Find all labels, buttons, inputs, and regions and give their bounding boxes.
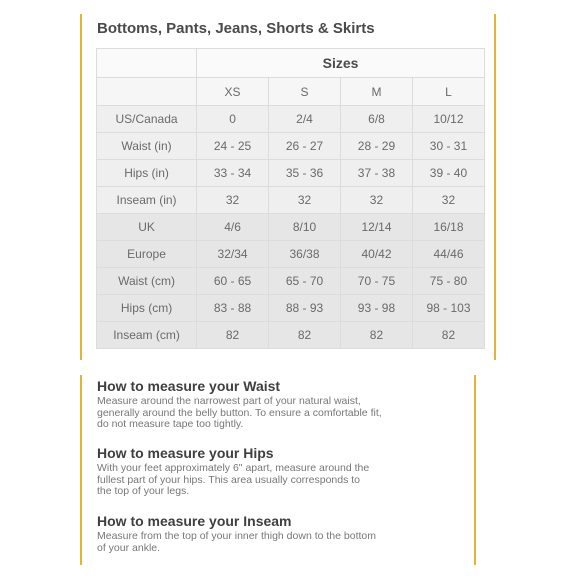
table-cell: 36/38 bbox=[269, 241, 341, 268]
howto-waist-text: Measure around the narrowest part of your natural waist, generally around the belly button. To ensure a comfortable fit, do not measure tape too tightly. bbox=[97, 395, 382, 430]
table-heading-row bbox=[97, 49, 485, 78]
howto-hips-title: How to measure your Hips bbox=[97, 445, 274, 461]
table-cell: 6/8 bbox=[341, 106, 413, 133]
row-label: UK bbox=[97, 214, 197, 241]
table-row bbox=[97, 241, 485, 268]
table-cell: 33 - 34 bbox=[197, 160, 269, 187]
table-row bbox=[97, 160, 485, 187]
column-header: L bbox=[412, 78, 484, 106]
table-cell: 98 - 103 bbox=[412, 295, 484, 322]
table-cell: 35 - 36 bbox=[269, 160, 341, 187]
table-cell: 12/14 bbox=[341, 214, 413, 241]
howto-inseam-text: Measure from the top of your inner thigh down to the bottom of your ankle. bbox=[97, 530, 376, 554]
table-cell: 93 - 98 bbox=[341, 295, 413, 322]
row-label: Hips (cm) bbox=[97, 295, 197, 322]
row-label: Inseam (in) bbox=[97, 187, 197, 214]
row-label: Waist (cm) bbox=[97, 268, 197, 295]
row-label: US/Canada bbox=[97, 106, 197, 133]
column-header: S bbox=[269, 78, 341, 106]
table-cell: 70 - 75 bbox=[341, 268, 413, 295]
accent-line-left-top bbox=[80, 14, 82, 360]
table-cell: 16/18 bbox=[412, 214, 484, 241]
column-header: XS bbox=[197, 78, 269, 106]
row-label: Inseam (cm) bbox=[97, 322, 197, 349]
howto-inseam-title: How to measure your Inseam bbox=[97, 513, 292, 529]
howto-inseam bbox=[97, 513, 427, 554]
accent-line-right-bottom bbox=[474, 375, 476, 565]
accent-line-left-bottom bbox=[80, 375, 82, 565]
table-cell: 75 - 80 bbox=[412, 268, 484, 295]
table-cell: 82 bbox=[341, 322, 413, 349]
size-columns-row bbox=[97, 78, 485, 106]
table-cell: 10/12 bbox=[412, 106, 484, 133]
howto-waist bbox=[97, 378, 427, 431]
table-cell: 83 - 88 bbox=[197, 295, 269, 322]
corner-cell bbox=[97, 78, 197, 106]
row-label: Europe bbox=[97, 241, 197, 268]
table-cell: 30 - 31 bbox=[412, 133, 484, 160]
table-cell: 8/10 bbox=[269, 214, 341, 241]
table-cell: 37 - 38 bbox=[341, 160, 413, 187]
table-cell: 32 bbox=[197, 187, 269, 214]
table-row bbox=[97, 133, 485, 160]
table-cell: 82 bbox=[269, 322, 341, 349]
table-cell: 24 - 25 bbox=[197, 133, 269, 160]
table-cell: 44/46 bbox=[412, 241, 484, 268]
accent-line-right-top bbox=[494, 14, 496, 360]
table-row bbox=[97, 322, 485, 349]
corner-cell bbox=[97, 49, 197, 78]
table-cell: 2/4 bbox=[269, 106, 341, 133]
table-cell: 32 bbox=[341, 187, 413, 214]
table-cell: 32 bbox=[269, 187, 341, 214]
table-cell: 60 - 65 bbox=[197, 268, 269, 295]
table-cell: 4/6 bbox=[197, 214, 269, 241]
howto-hips bbox=[97, 445, 427, 498]
table-cell: 26 - 27 bbox=[269, 133, 341, 160]
table-cell: 28 - 29 bbox=[341, 133, 413, 160]
page-title: Bottoms, Pants, Jeans, Shorts & Skirts bbox=[97, 20, 375, 37]
table-cell: 88 - 93 bbox=[269, 295, 341, 322]
table-row bbox=[97, 106, 485, 133]
table-cell: 40/42 bbox=[341, 241, 413, 268]
table-cell: 39 - 40 bbox=[412, 160, 484, 187]
table-cell: 32 bbox=[412, 187, 484, 214]
table-row bbox=[97, 187, 485, 214]
size-chart-table bbox=[96, 48, 485, 349]
table-row bbox=[97, 268, 485, 295]
table-cell: 82 bbox=[412, 322, 484, 349]
table-row bbox=[97, 214, 485, 241]
row-label: Hips (in) bbox=[97, 160, 197, 187]
row-label: Waist (in) bbox=[97, 133, 197, 160]
table-cell: 32/34 bbox=[197, 241, 269, 268]
howto-waist-title: How to measure your Waist bbox=[97, 378, 281, 394]
table-row bbox=[97, 295, 485, 322]
sizes-heading: Sizes bbox=[197, 49, 485, 78]
table-cell: 0 bbox=[197, 106, 269, 133]
column-header: M bbox=[341, 78, 413, 106]
howto-hips-text: With your feet approximately 6" apart, measure around the fullest part of your hips. This area usually corresponds to the top of your legs. bbox=[97, 462, 370, 497]
table-cell: 82 bbox=[197, 322, 269, 349]
table-cell: 65 - 70 bbox=[269, 268, 341, 295]
